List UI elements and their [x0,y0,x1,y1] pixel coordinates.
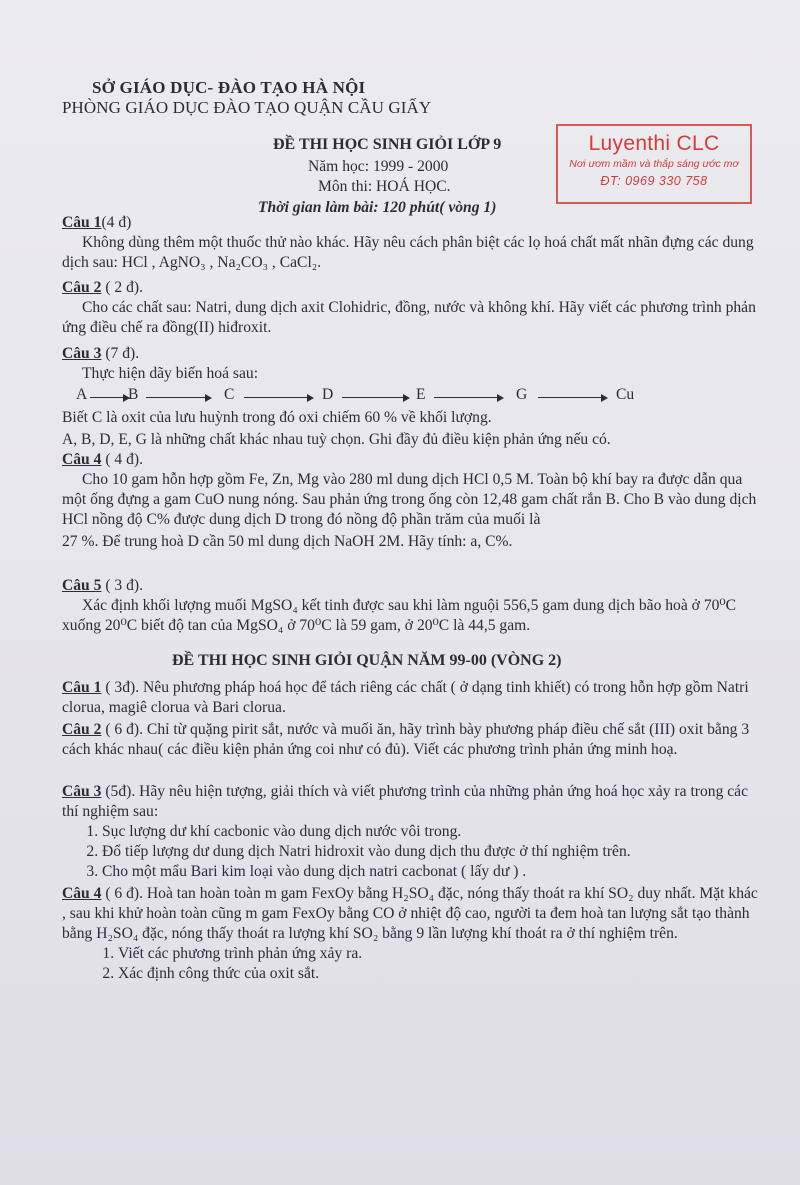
chain-node: E [416,386,426,403]
question-points: ( 6 đ). [101,721,144,738]
department-name: SỞ GIÁO DỤC- ĐÀO TẠO HÀ NỘI [92,78,366,97]
question-points: ( 2 đ). [101,279,144,296]
question-label: Câu 2 [62,279,102,296]
school-year: Năm học: 1999 - 2000 [308,158,449,175]
question-points: (5đ). [101,783,136,800]
office-name: PHÒNG GIÁO DỤC ĐÀO TẠO QUẬN CẦU GIẤY [62,98,432,117]
list-item: 1. Viết các phương trình phản ứng xảy ra. [118,944,762,964]
r2-question-3 [62,782,762,882]
stamp-slogan: Nơi ươm mầm và thắp sáng ước mơ [569,158,739,170]
question-text: Xác định khối lượng muối MgSO₄ kết tinh được sau khi làm nguội 556,5 gam dung dịch bão hoà ở 70⁰C xuống 20⁰C biết độ tan của MgSO₄ ở 70⁰C là 59 gam, ở 20⁰C là 44,5 gam. [62,597,737,634]
chain-node: Cu [616,386,635,403]
question-label: Câu 3 [62,345,102,362]
chain-node: C [224,386,235,403]
stamp-phone: ĐT: 0969 330 758 [600,174,708,188]
r1-question-3 [62,344,762,384]
list-item: 3. Cho một mẩu Bari kim loại vào dung dịch natri cacbonat ( lấy dư ) . [102,862,762,882]
r1-question-4 [62,450,762,552]
r1-question-1 [62,213,762,273]
question-text: Biết C là oxit của lưu huỳnh trong đó oxi chiếm 60 % về khối lượng. [62,409,492,426]
question-label: Câu 1 [62,214,102,231]
question-points: (4 đ) [101,214,132,231]
question-text: Không dùng thêm một thuốc thử nào khác. Hãy nêu cách phân biệt các lọ hoá chất mất nhãn đựng các dung dịch sau: HCl , AgNO₃ , Na₂CO₃ , CaCl₂. [62,234,754,271]
chain-node: D [322,386,334,403]
list-item: 2. Xác định công thức của oxit sắt. [118,964,762,984]
experiment-list [62,822,762,882]
question-intro: Thực hiện dãy biến hoá sau: [82,365,259,382]
question-points: ( 6 đ). [101,885,144,902]
stamp-name: Luyenthi CLC [588,132,720,155]
question-text: Hãy nêu hiện tượng, giải thích và viết phương trình của những phản ứng hoá học xảy ra trong các thí nghiệm sau: [62,783,749,820]
publisher-stamp [556,124,752,204]
round2-title: ĐỀ THI HỌC SINH GIỎI QUẬN NĂM 99-00 (VÒNG 2) [172,652,562,669]
arrow-right-icon [146,397,210,398]
list-item: 2. Đổ tiếp lượng dư dung dịch Natri hidroxit vào dung dịch thu được ở thí nghiệm trên. [102,842,762,862]
question-label: Câu 2 [62,721,102,738]
question-points: ( 3đ). [101,679,140,696]
question-text: Cho 10 gam hỗn hợp gồm Fe, Zn, Mg vào 280 ml dung dịch HCl 0,5 M. Toàn bộ khí bay ra được dẫn qua một ống đựng a gam CuO nung nóng. Sau phản ứng trong ống còn 12,48 gam chất rắn B. Cho B vào dung dịch HCl nồng độ C% được dung dịch D trong đó nồng độ phần trăm của muối là [62,471,757,528]
question-points: ( 3 đ). [101,577,144,594]
question-points: (7 đ). [101,345,140,362]
question-text: 27 %. Để trung hoà D cần 50 ml dung dịch NaOH 2M. Hãy tính: a, C%. [62,533,513,550]
arrow-right-icon [342,397,408,398]
arrow-right-icon [90,397,128,398]
question-text: Chỉ từ quặng pirit sắt, nước và muối ăn, hãy trình bày phương pháp điều chế sắt (III) oxit bằng 3 cách khác nhau( các điều kiện phản ứng coi như có đủ). Viết các phương trình phản ứng minh hoạ. [62,721,750,758]
question-label: Câu 1 [62,679,102,696]
r1-question-3-notes [62,408,762,450]
question-text: Cho các chất sau: Natri, dung dịch axit Clohidric, đồng, nước và không khí. Hãy viết các phương trình phản ứng điều chế ra đồng(II) hiđroxit. [62,299,756,336]
reaction-chain [76,386,696,408]
question-label: Câu 3 [62,783,102,800]
exam-time: Thời gian làm bài: 120 phút( vòng 1) [258,199,497,216]
exam-subject: Môn thi: HOÁ HỌC. [318,178,451,195]
arrow-right-icon [244,397,312,398]
chain-node: B [128,386,139,403]
arrow-right-icon [538,397,606,398]
question-label: Câu 4 [62,885,102,902]
question-text: A, B, D, E, G là những chất khác nhau tuỳ chọn. Ghi đầy đủ điều kiện phản ứng nếu có. [62,431,611,448]
r1-question-2 [62,278,762,338]
arrow-right-icon [434,397,502,398]
r2-question-4 [62,884,762,984]
question-text: Nêu phương pháp hoá học để tách riêng các chất ( ở dạng tinh khiết) có trong hỗn hợp gồm Natri clorua, magiê clorua và Bari clorua. [62,679,749,716]
chain-node: A [76,386,88,403]
chain-node: G [516,386,528,403]
exam-title: ĐỀ THI HỌC SINH GIỎI LỚP 9 [273,136,502,153]
question-label: Câu 4 [62,451,102,468]
question-points: ( 4 đ). [101,451,144,468]
list-item: 1. Sục lượng dư khí cacbonic vào dung dịch nước vôi trong. [102,822,762,842]
r2-question-2 [62,720,762,760]
r2-question-1 [62,678,762,718]
question-label: Câu 5 [62,577,102,594]
question-text: Hoà tan hoàn toàn m gam FexOy bằng H₂SO₄ đặc, nóng thấy thoát ra khí SO₂ duy nhất. Mặt khác , sau khi khử hoàn toàn cũng m gam FexOy bằng CO ở nhiệt độ cao, người ta đem hoà tan lượng sắt tạo thành bằng H₂SO₄ đặc, nóng thấy thoát ra lượng khí SO₂ bằng 9 lần lượng khí thoát ra ở thí nghiệm trên. [62,885,758,942]
task-list [62,944,762,984]
r1-question-5 [62,576,762,636]
